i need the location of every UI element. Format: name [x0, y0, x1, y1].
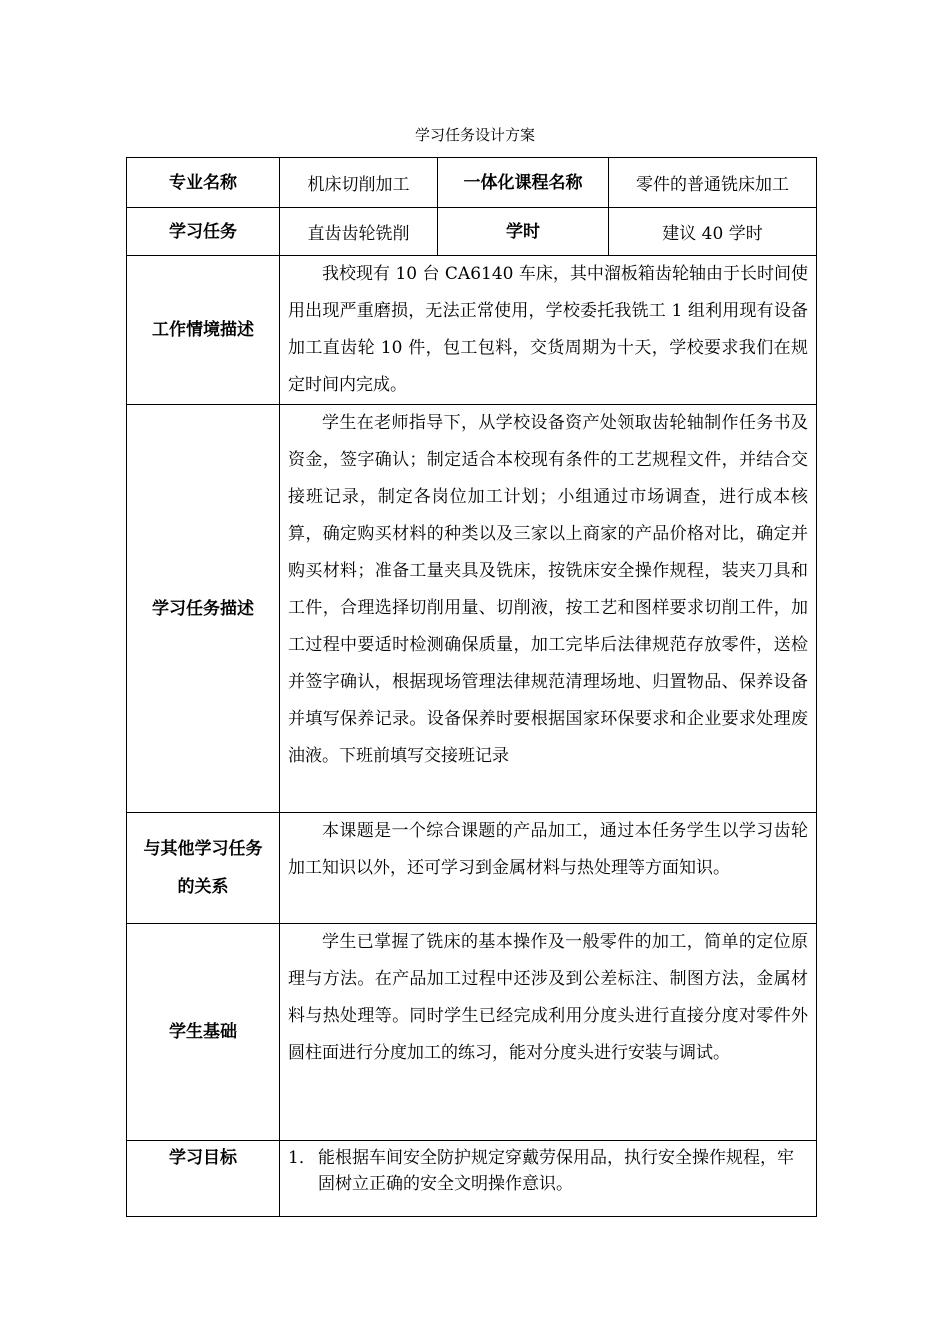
major-value: 机床切削加工	[280, 158, 438, 208]
course-value: 零件的普通铣床加工	[609, 158, 817, 208]
task-description-text: 学生在老师指导下，从学校设备资产处领取齿轮轴制作任务书及资金，签字确认；制定适合本校现有条件的工艺规程文件，并结合交接班记录，制定各岗位加工计划；小组通过市场调查，进行成本核算，确定购买材料的种类以及三家以上商家的产品价格对比，确定并购买材料；准备工量夹具及铣床，按铣床安全操作规程，装夹刀具和工件，合理选择切削用量、切削液，按工艺和图样要求切削工件，加工过程中要适时检测确保质量，加工完毕后法律规范存放零件，送检并签字确认，根据现场管理法律规范清理场地、归置物品、保养设备并填写保养记录。设备保养时要根据国家环保要求和企业要求处理废油液。下班前填写交接班记录	[288, 413, 808, 766]
task-description-label: 学习任务描述	[127, 405, 280, 813]
table-row	[127, 813, 817, 924]
relation-label-line1: 与其他学习任务	[143, 839, 263, 859]
situation-text: 我校现有 10 台 CA6140 车床，其中溜板箱齿轮轴由于长时间使用出现严重磨损，无法正常使用，学校委托我铣工 1 组利用现有设备加工直齿轮 10 件，包工包料，交货周期为十天，学校要求我们在规定时间内完成。	[288, 264, 808, 395]
goal-item-text: 能根据车间安全防护规定穿戴劳保用品，执行安全操作规程，牢固树立正确的安全文明操作意识。	[318, 1148, 794, 1194]
relation-label	[127, 813, 280, 924]
goal-label: 学习目标	[127, 1141, 280, 1217]
list-item	[280, 1141, 816, 1197]
hours-value: 建议 40 学时	[609, 208, 817, 256]
table-row	[127, 256, 817, 405]
relation-label-line2: 的关系	[177, 877, 229, 897]
relation-text: 本课题是一个综合课题的产品加工，通过本任务学生以学习齿轮加工知识以外，还可学习到金属材料与热处理等方面知识。	[288, 821, 808, 878]
basis-text: 学生已掌握了铣床的基本操作及一般零件的加工，简单的定位原理与方法。在产品加工过程中还涉及到公差标注、制图方法，金属材料与热处理等。同时学生已经完成利用分度头进行直接分度对零件外圆柱面进行分度加工的练习，能对分度头进行安装与调试。	[288, 932, 808, 1063]
hours-label: 学时	[438, 208, 609, 256]
table-row	[127, 405, 817, 813]
task-label: 学习任务	[127, 208, 280, 256]
table-row	[127, 158, 817, 208]
table-row	[127, 1141, 817, 1217]
course-label: 一体化课程名称	[438, 158, 609, 208]
goal-item-number: 1．	[288, 1148, 316, 1168]
plan-table	[126, 157, 817, 1217]
table-row	[127, 924, 817, 1141]
document-title: 学习任务设计方案	[414, 126, 535, 144]
task-value: 直齿齿轮铣削	[280, 208, 438, 256]
major-label: 专业名称	[127, 158, 280, 208]
basis-label: 学生基础	[127, 924, 280, 1141]
situation-label: 工作情境描述	[127, 256, 280, 405]
table-row	[127, 208, 817, 256]
